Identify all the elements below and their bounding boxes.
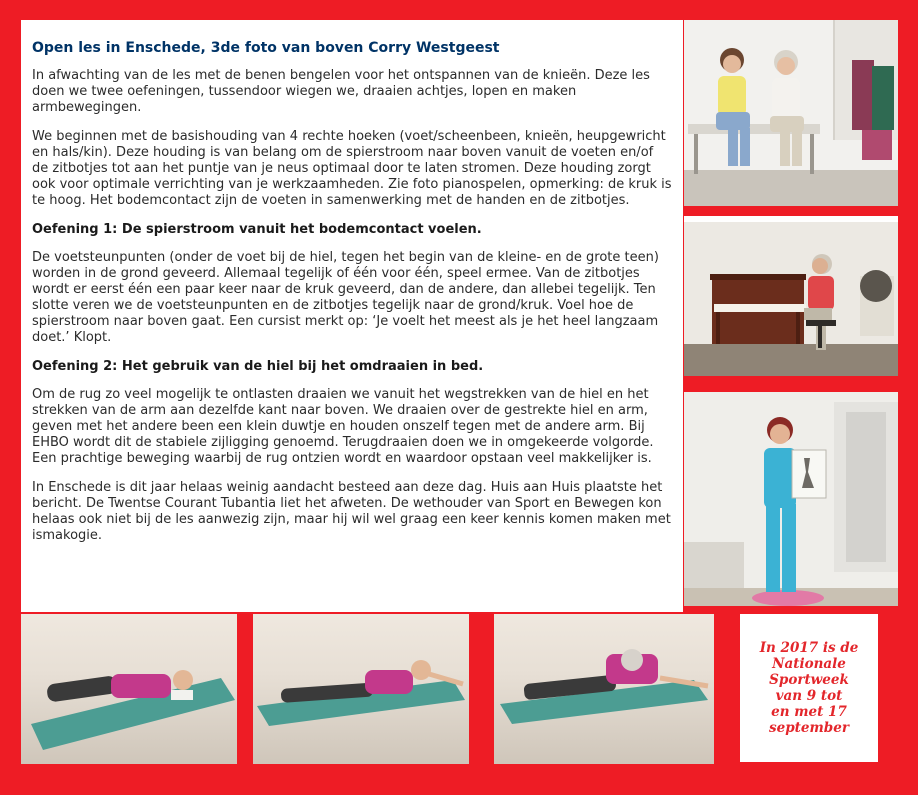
paragraph-intro: In afwachting van de les met de benen bengelen voor het ontspannen van de knieën. Deze les doen we twee oefeningen, tussendoor wiegen we, draaien achtjes, lopen en maken armbewegingen. [32, 68, 650, 115]
photo-lying-exercise-1 [21, 614, 237, 764]
note-line: In 2017 is de [759, 640, 859, 656]
note-line: en met 17 [771, 704, 847, 720]
note-line: september [769, 720, 849, 736]
sportweek-note-text [760, 640, 859, 736]
note-line: Nationale [772, 656, 846, 672]
photo-women-on-bench [684, 20, 898, 206]
paragraph-basishouding: We beginnen met de basishouding van 4 rechte hoeken (voet/scheenbeen, knieën, heupgewricht en hals/kin). Deze houding is van belang om de spierstroom naar boven vanuit de voeten en/of de zitbotjes tot aan het puntje van je neus optimaal door te laten stromen. Deze houding zorgt ook voor optimale verrichting van je werkzaamheden. Zie foto pianospelen, opmerking: de kruk is te hoog. Het bodemcontact zijn de voeten in samenwerking met de handen en de zitbotjes. [32, 129, 672, 208]
photo-teacher-standing [684, 392, 898, 606]
note-line: Sportweek [769, 672, 849, 688]
note-line: van 9 tot [775, 688, 843, 704]
paragraph-enschede: In Enschede is dit jaar helaas weinig aandacht besteed aan deze dag. Huis aan Huis plaatste het bericht. De Twentse Courant Tubantia liet het afweten. De wethouder van Sport en Bewegen kon helaas ook niet bij de les aanwezig zijn, maar hij wil wel graag een keer kennis komen maken met ismakogie. [32, 480, 671, 543]
heading-oefening-1: Oefening 1: De spierstroom vanuit het bodemcontact voelen. [32, 222, 482, 237]
photo-lying-exercise-2 [253, 614, 469, 764]
article-panel [21, 20, 683, 612]
photo-piano-player [684, 216, 898, 376]
heading-oefening-2: Oefening 2: Het gebruik van de hiel bij het omdraaien in bed. [32, 359, 484, 374]
sportweek-note [740, 614, 878, 762]
paragraph-oefening-1: De voetsteunpunten (onder de voet bij de hiel, tegen het begin van de kleine- en de grote teen) worden in de grond geveerd. Allemaal tegelijk of één voor één, speel ermee. Van de zitbotjes wordt er eerst één een paar keer naar de kruk geveerd, dan de andere, dan allebei tegelijk. Ten slotte veren we de voetsteunpunten en de zitbotjes tegelijk naar de grond/kruk. Voel hoe de spierstroom naar boven gaat. Een cursist merkt op: ‘Je voelt het meest als je het heel langzaam doet.’ Klopt. [32, 250, 659, 345]
paragraph-oefening-2: Om de rug zo veel mogelijk te ontlasten draaien we vanuit het wegstrekken van de hiel en het strekken van de arm aan dezelfde kant naar boven. We draaien over de gestrekte hiel en arm, geven met het andere been een klein duwtje en houden onszelf tegen met de andere arm. Bij EHBO wordt dit de stabiele zijligging genoemd. Terugdraaien doen we in omgekeerde volgorde. Een prachtige beweging waarbij de rug ontzien wordt en waardoor opstaan veel makkelijker is. [32, 387, 654, 466]
photo-lying-exercise-3 [494, 614, 714, 764]
article-title: Open les in Enschede, 3de foto van boven Corry Westgeest [32, 40, 500, 56]
